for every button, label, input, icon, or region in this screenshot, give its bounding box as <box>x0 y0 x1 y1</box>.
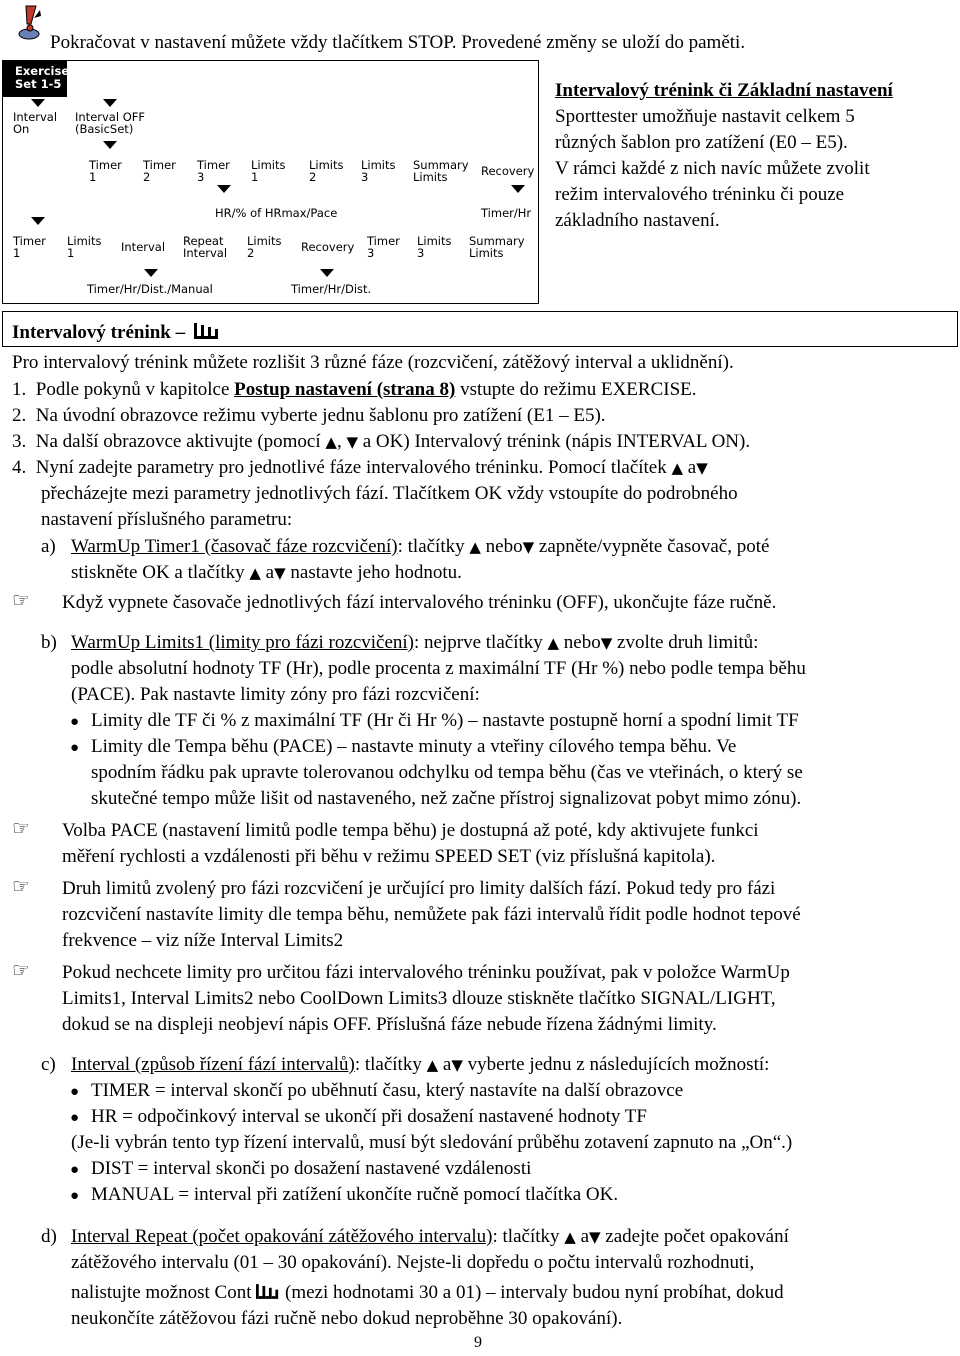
interval-symbol-icon <box>256 1284 280 1299</box>
note-3-line-2: rozcvičení nastavíte limity dle tempa běhu, nemůžete pak fázi intervalů řídit podle hodnot tepové <box>62 904 801 925</box>
item-a-label: a) <box>41 536 56 557</box>
note-2-line-1: Volba PACE (nastavení limitů podle tempa běhu) je dostupná až poté, kdy aktivujete funkci <box>62 820 759 841</box>
note-1: Když vypnete časovače jednotlivých fází intervalového tréninku (OFF), ukončujte fáze ručně. <box>62 592 777 613</box>
menu2-interval: Interval <box>121 240 166 254</box>
page-number: 9 <box>474 1334 482 1351</box>
note-4-line-2: Limits1, Interval Limits2 nebo CoolDown Limits3 dlouze stiskněte tlačítko SIGNAL/LIGHT, <box>62 988 776 1009</box>
timer-hr-label: Timer/Hr <box>481 206 532 220</box>
pointing-hand-icon: ☞ <box>12 816 30 840</box>
item-c-bullet-4: MANUAL = interval při zatížení ukončíte ručně pomocí tlačítka OK. <box>91 1184 619 1205</box>
intro-text: Pro intervalový trénink můžete rozlišit 3 různé fáze (rozcvičení, zátěžový interval a uklidnění). <box>12 352 734 373</box>
warmup-limits-link[interactable]: WarmUp Limits1 (limity pro fázi rozcvičení) <box>71 632 415 653</box>
item-b-bullet-2: Limity dle Tempa běhu (PACE) – nastavte minuty a vteřiny cílového tempa běhu. Ve <box>91 736 737 757</box>
note-4-line-1: Pokud nechcete limity pro určitou fázi intervalového tréninku používat, pak v položce WarmUp <box>62 962 790 983</box>
step-1: 1. Podle pokynů v kapitolce Postup nastavení (strana 8) vstupte do režimu EXERCISE. <box>12 379 697 400</box>
side-title: Intervalový trénink či Základní nastavení <box>555 80 893 101</box>
menu2-repeat-interval: Repeat Interval <box>183 234 228 260</box>
bullet-icon: ● <box>70 740 80 756</box>
up-arrow-icon: ▲ <box>249 564 261 582</box>
step-4-line-2: přecházejte mezi parametry jednotlivých fází. Tlačítkem OK vždy vstoupíte do podrobného <box>41 483 738 504</box>
item-a-line-1: WarmUp Timer1 (časovač fáze rozcvičení): tlačítky ▲ nebo▼ zapněte/vypněte časovač, poté <box>71 536 770 557</box>
item-b-bullet-1: Limity dle TF či % z maximální TF (Hr či Hr %) – nastavte postupně horní a spodní limit TF <box>91 710 799 731</box>
item-c-bullet-1: TIMER = interval skončí po uběhnutí času, který nastavíte na další obrazovce <box>91 1080 684 1101</box>
menu-recovery: Recovery <box>481 164 535 178</box>
pointing-hand-icon: ☞ <box>12 874 30 898</box>
item-d-line-1: Interval Repeat (počet opakování zátěžového intervalu): tlačítky ▲ a▼ zadejte počet opakování <box>71 1226 789 1247</box>
bullet-icon: ● <box>70 1084 80 1100</box>
menu-limits-1: Limits 1 <box>251 158 286 184</box>
interval-link[interactable]: Interval (způsob řízení fází intervalů) <box>71 1054 355 1075</box>
interval-off-label: Interval OFF (BasicSet) <box>75 110 145 136</box>
menu-timer-2: Timer 2 <box>143 158 176 184</box>
side-line-5: základního nastavení. <box>555 210 720 231</box>
down-arrow-icon: ▼ <box>600 634 613 652</box>
menu-limits-2: Limits 2 <box>309 158 344 184</box>
up-arrow-icon: ▲ <box>426 1056 439 1074</box>
postup-link[interactable]: Postup nastavení (strana 8) <box>234 379 456 400</box>
menu2-timer-3: Timer 3 <box>367 234 400 260</box>
item-b-line-1: WarmUp Limits1 (limity pro fázi rozcvičení): nejprve tlačítky ▲ nebo▼ zvolte druh limitů: <box>71 632 759 653</box>
menu2-limits-2: Limits 2 <box>247 234 282 260</box>
up-arrow-icon: ▲ <box>325 433 337 451</box>
interval-symbol-icon <box>194 323 220 339</box>
down-arrow-icon: ▼ <box>274 564 286 582</box>
side-line-4: režim intervalového tréninku či pouze <box>555 184 845 205</box>
item-b-label: b) <box>41 632 57 653</box>
bullet-icon: ● <box>70 1188 80 1204</box>
up-arrow-icon: ▲ <box>671 459 684 477</box>
step-4-line-3: nastavení příslušného parametru: <box>41 509 293 530</box>
interval-on-label: Interval On <box>13 110 58 136</box>
exercise-menu-diagram <box>2 60 539 304</box>
menu2-limits-3: Limits 3 <box>417 234 452 260</box>
down-arrow-icon: ▼ <box>346 433 358 451</box>
item-d-line-2: zátěžového intervalu (01 – 30 opakování). Nejste-li dopředu o počtu intervalů rozhodnuti, <box>71 1252 755 1273</box>
note-4-line-3: dokud se na displeji neobjeví nápis OFF. Příslušná fáze nebude řízena žádnými limity. <box>62 1014 717 1035</box>
step-3: 3. Na další obrazovce aktivujte (pomocí ▲, ▼ a OK) Intervalový trénink (nápis INTERVAL ON). <box>12 431 751 452</box>
pointing-hand-icon: ☞ <box>12 958 30 982</box>
item-c-label: c) <box>41 1054 56 1075</box>
item-b-bullet-2-line-2: spodním řádku pak upravte tolerovanou odchylku od tempa běhu (čas ve vteřinách, o který se <box>91 762 803 783</box>
down-arrow-icon: ▼ <box>696 459 708 477</box>
item-b-line-2: podle absolutní hodnoty TF (Hr), podle procenta z maximální TF (Hr %) nebo podle tempa běhu <box>71 658 806 679</box>
hr-pace-label: HR/% of HRmax/Pace <box>215 206 338 220</box>
menu-timer-1: Timer 1 <box>89 158 122 184</box>
item-c-bullet-3: DIST = interval skonči po dosažení nastavené vzdálenosti <box>91 1158 532 1179</box>
exercise-label: Exercise Set 1-5 <box>3 61 67 97</box>
note-3-line-3: frekvence – viz níže Interval Limits2 <box>62 930 344 951</box>
note-3-line-1: Druh limitů zvolený pro fázi rozcvičení je určující pro limity dalších fází. Pokud tedy pro fázi <box>62 878 776 899</box>
menu2-summary-limits: Summary Limits <box>469 234 525 260</box>
step-2: 2. Na úvodní obrazovce režimu vyberte jednu šablonu pro zatížení (E1 – E5). <box>12 405 606 426</box>
pointing-hand-icon: ☞ <box>12 588 30 612</box>
item-d-label: d) <box>41 1226 57 1247</box>
menu-summary-limits: Summary Limits <box>413 158 469 184</box>
side-line-3: V rámci každé z nich navíc můžete zvolit <box>555 158 870 179</box>
up-arrow-icon: ▲ <box>547 634 560 652</box>
bullet-icon: ● <box>70 714 80 730</box>
note-2-line-2: měření rychlosti a vzdálenosti při běhu v režimu SPEED SET (viz příslušná kapitola). <box>62 846 716 867</box>
item-d-line-4: neukončíte zátěžovou fázi ručně nebo dokud neproběhne 30 opakování). <box>71 1308 623 1329</box>
menu2-timer-1: Timer 1 <box>13 234 46 260</box>
side-line-1: Sporttester umožňuje nastavit celkem 5 <box>555 106 855 127</box>
menu2-recovery: Recovery <box>301 240 355 254</box>
menu-limits-3: Limits 3 <box>361 158 396 184</box>
item-b-line-3: (PACE). Pak nastavte limity zóny pro fázi rozcvičení: <box>71 684 480 705</box>
bullet-icon: ● <box>70 1110 80 1126</box>
up-arrow-icon: ▲ <box>469 538 481 556</box>
interval-repeat-link[interactable]: Interval Repeat (počet opakování zátěžového intervalu) <box>71 1226 493 1247</box>
warmup-timer-link[interactable]: WarmUp Timer1 (časovač fáze rozcvičení) <box>71 536 398 557</box>
warning-icon <box>14 4 44 44</box>
top-note: Pokračovat v nastavení můžete vždy tlačítkem STOP. Provedené změny se uloží do paměti. <box>50 32 746 53</box>
section-title: Intervalový trénink – <box>12 320 220 346</box>
bottom-right-label: Timer/Hr/Dist. <box>291 282 372 296</box>
menu-timer-3: Timer 3 <box>197 158 230 184</box>
bullet-icon: ● <box>70 1162 80 1178</box>
menu2-limits-1: Limits 1 <box>67 234 102 260</box>
side-line-2: různých šablon pro zatížení (E0 – E5). <box>555 132 848 153</box>
item-c-line-1: Interval (způsob řízení fází intervalů): tlačítky ▲ a▼ vyberte jednu z následujících možností: <box>71 1054 770 1075</box>
item-a-line-2: stiskněte OK a tlačítky ▲ a▼ nastavte jeho hodnotu. <box>71 562 462 583</box>
item-b-bullet-2-line-3: skutečné tempo může lišit od nastaveného, než začne přístroj signalizovat pobyt mimo zónu). <box>91 788 802 809</box>
up-arrow-icon: ▲ <box>564 1228 576 1246</box>
down-arrow-icon: ▼ <box>589 1228 601 1246</box>
bottom-left-label: Timer/Hr/Dist./Manual <box>87 282 213 296</box>
down-arrow-icon: ▼ <box>522 538 535 556</box>
step-4: 4. Nyní zadejte parametry pro jednotlivé fáze intervalového tréninku. Pomocí tlačítek ▲ a▼ <box>12 457 708 478</box>
item-c-bullet-2: HR = odpočinkový interval se ukončí při dosažení nastavené hodnoty TF <box>91 1106 647 1127</box>
item-d-line-3: nalistujte možnost Cont (mezi hodnotami 30 a 01) – intervaly budou nyní probíhat, dokud <box>71 1282 784 1303</box>
item-c-plain: (Je-li vybrán tento typ řízení intervalů, musí být sledování průběhu zotavení zapnuto na „On“.) <box>71 1132 793 1153</box>
down-arrow-icon: ▼ <box>451 1056 463 1074</box>
